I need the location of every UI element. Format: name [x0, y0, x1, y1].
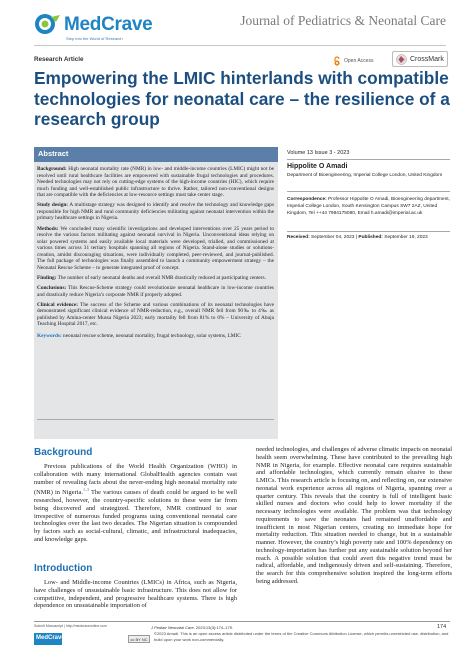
- background-heading: Background: [34, 447, 93, 458]
- open-access-lock-icon: [333, 56, 341, 66]
- abstract-methods-text: We concluded many scientific investigations and developed interventions over 25 years period to resolve the various factors militating against neonatal survival in Nigeria. Unconventional ideas relying on solar powered systems and easily available local materials were developed, trialled, and commissioned at various times across 31 tertiary hospitals spanning all regions of Nigeria. Stand-alone studies or solutions-creation, amidst discouraging situations, were individually completed, peer-reviewed, and journal-published. The full package of technologies was finally assembled to launch a community empowerment strategy – the Neonatal Rescue Scheme – to generate integrated proof of concept.: [37, 225, 274, 271]
- abstract-background-text: High neonatal mortality rate (NMR) in low- and middle-income countries (LMIC) might not be resolved until rural healthcare facilities are empowered with sustainable frugal technologies and procedures. Needed technologies may not rely on cutting-edge systems of the high-income countries (HIC), which require much funding and well-established public infrastructure to thrive. Rather, tailored non-conventional designs that are compatible with the deficiencies at low-resource settings must take center stage.: [37, 166, 274, 199]
- keywords-text: neonatal rescue scheme, neonatal mortality, frugal technology, solar systems, LMIC: [61, 333, 241, 339]
- published-label: Published:: [358, 235, 383, 240]
- publisher-logo[interactable]: [34, 11, 214, 41]
- correspondence-label: Correspondence:: [287, 197, 327, 202]
- page-number: 174: [437, 624, 447, 630]
- received-date: September 04, 2023 |: [309, 235, 359, 240]
- abstract-design: [37, 202, 274, 222]
- publisher-name: MedCrave: [64, 14, 153, 35]
- abstract-clinical-label: Clinical evidence:: [37, 301, 79, 308]
- abstract-design-label: Study design:: [37, 202, 69, 209]
- introduction-paragraph: Low- and Middle-income Countries (LMICs) in Africa, such as Nigeria, have challenges of unsustainable basic infrastructure. This does not allow for competitive, independent, and progressive healthcare systems. There is high dependence on unsustainable importation of: [34, 579, 237, 610]
- volume-divider: [287, 159, 450, 160]
- open-access-badge: [333, 56, 373, 66]
- article-type: Research Article: [34, 56, 84, 63]
- abstract-finding: [37, 275, 274, 282]
- received-label: Received:: [287, 235, 310, 240]
- abstract-conclusions: [37, 285, 274, 298]
- article-dates: [287, 234, 452, 241]
- citation-details: 2023;13(3):174–179.: [194, 625, 234, 630]
- background-text: Previous publications of the World Health Organization (WHO) in collaboration with many international GlobalHealth agencies contain vast number of revealing facts about the never-ending high neonatal mortality rate (NMR) in Nigeria.: [34, 463, 237, 497]
- keywords-label: Keywords:: [37, 333, 62, 339]
- crossmark-button[interactable]: [392, 51, 448, 67]
- correspondence: [287, 196, 452, 217]
- submit-manuscript-link[interactable]: Submit Manuscript | http://medcraveonline.com: [34, 624, 107, 628]
- introduction-section: [34, 579, 237, 610]
- abstract-keywords: [37, 333, 274, 340]
- abstract-background-label: Background:: [37, 166, 67, 172]
- dates-divider: [287, 231, 450, 232]
- background-text-tail: The various causes of death could be argued to be well researched, however, the country-specific solutions to these were far from being discovered and strategized. Therefore, NMR continued to soar irrespective of numerous funded programs using conventional neonatal care technologies over the last two decades. The Nigerian situation is compounded by factors such as social-cultural, climatic, and infrastructural inadequacies, and knowledge gaps.: [34, 489, 237, 543]
- medcrave-logo-icon: [34, 13, 62, 35]
- right-column-text: [256, 446, 452, 586]
- open-access-label: Open Access: [344, 58, 374, 64]
- abstract-body: [37, 166, 274, 343]
- introduction-heading: Introduction: [34, 563, 93, 574]
- journal-name[interactable]: Journal of Pediatrics & Neonatal Care: [240, 13, 446, 28]
- abstract-methods: [37, 226, 274, 272]
- abstract-finding-label: Finding:: [37, 274, 57, 281]
- abstract-heading: Abstract: [38, 149, 69, 158]
- right-column-paragraph: needed technologies, and challenges of adverse climatic impacts on neonatal health seem overwhelming. These have contributed to the prevailing high NMR in Nigeria, for example. Effective neonatal care requires sustainable and affordable technologies, which currently remain elusive to these LMICs. This research article is focusing on, and reflecting on, our extensive neonatal work experience across all regions of Nigeria, spanning over a quarter century. This reveals that the country is full of intelligent basic skilled nurses and doctors who could help to lower mortality if the necessary technologies were available. The problem was that technology requirements to save the neonates had remained unaffordable and insufficient in most Nigerian centers, creating no immediate hope for mortality reduction. This situation needed to change, but in a sustainable manner. However, the country’s high poverty rate and 100% dependency on technology-importation has further put any sustainable solution beyond her reach. A possible solution that could avert this negative trend must be radical, affordable, and indigenously driven and self-sustaining. Therefore, the search for this comprehensive solution inspired the long-term efforts being addressed.: [256, 446, 452, 585]
- footer-logo-text: MedCrave: [36, 635, 65, 641]
- abstract-clinical-evidence: [37, 302, 274, 328]
- abstract-methods-label: Methods:: [37, 225, 59, 232]
- creative-commons-badge[interactable]: cc BY NC: [128, 635, 150, 643]
- citation-journal: J Pediatr Neonatal Care.: [151, 625, 195, 630]
- correspondence-text[interactable]: Professor Hippolite O Amadi, Bioengineering department, Imperial College London, South Kensington Campus SW7 2AZ, United Kingdom, Tel ++44 7984175080, Email h.amadi@imperial.ac.uk: [287, 197, 450, 216]
- background-section: [34, 463, 237, 544]
- keywords-divider: [37, 419, 274, 420]
- abstract-conclusions-text: This Rescue-Scheme strategy could revolutionize neonatal healthcare in low-income countries and drastically reduce Nigeria’s corporate NMR if properly adopted.: [37, 285, 274, 298]
- background-paragraph: [34, 463, 237, 544]
- abstract-clinical-text: The success of the Scheme and various combinations of its neonatal technologies have demonstrated significant clinical evidence of NMR-reduction, e.g., overall NMR fell from 90‰ to 4‰ as published by Amina-center Mussa Nigeria 2023; early mortality fell from 81% to 0% – University of Abuja Teaching Hospital 2017, etc.: [37, 301, 274, 328]
- abstract-finding-text: The number of early neonatal deaths and overall NMR drastically reduced at participating centers.: [56, 274, 266, 281]
- abstract-header: [34, 147, 278, 162]
- crossmark-icon: [396, 54, 407, 65]
- author-name: Hippolite O Amadi: [287, 163, 348, 170]
- article-title: Empowering the LMIC hinterlands with compatible technologies for neonatal care – the resilience of a research group: [34, 68, 450, 129]
- header-divider: [34, 45, 446, 46]
- citation-ref[interactable]: 1–3: [82, 487, 89, 493]
- citation: [151, 625, 233, 630]
- footer-divider: [34, 621, 450, 622]
- published-date: September 19, 2023: [382, 235, 428, 240]
- abstract-conclusions-label: Conclusions:: [37, 285, 67, 292]
- volume-issue: Volume 13 Issue 3 - 2023: [287, 150, 350, 156]
- correspondence-divider: [287, 191, 450, 192]
- abstract-background: [37, 166, 274, 199]
- publisher-tagline: Step into the World of Research: [66, 36, 123, 41]
- crossmark-label: CrossMark: [410, 55, 444, 63]
- footer-logo: [34, 633, 65, 645]
- copyright-notice: ©2023 Amadi. This is an open access article distributed under the terms of the Creative Commons Attribution License, which permits unrestricted use, distribution, and build upon your work non-commercially.: [154, 631, 449, 642]
- author-affiliation: Department of Bioengineering, Imperial College London, United Kingdom: [287, 173, 443, 178]
- abstract-design-text: A multistage strategy was designed to identify and resolve the technology and knowledge gaps responsible for high NMR and rural community deficiencies militating against neonatal intervention within the primary healthcare settings in Nigeria.: [37, 202, 274, 222]
